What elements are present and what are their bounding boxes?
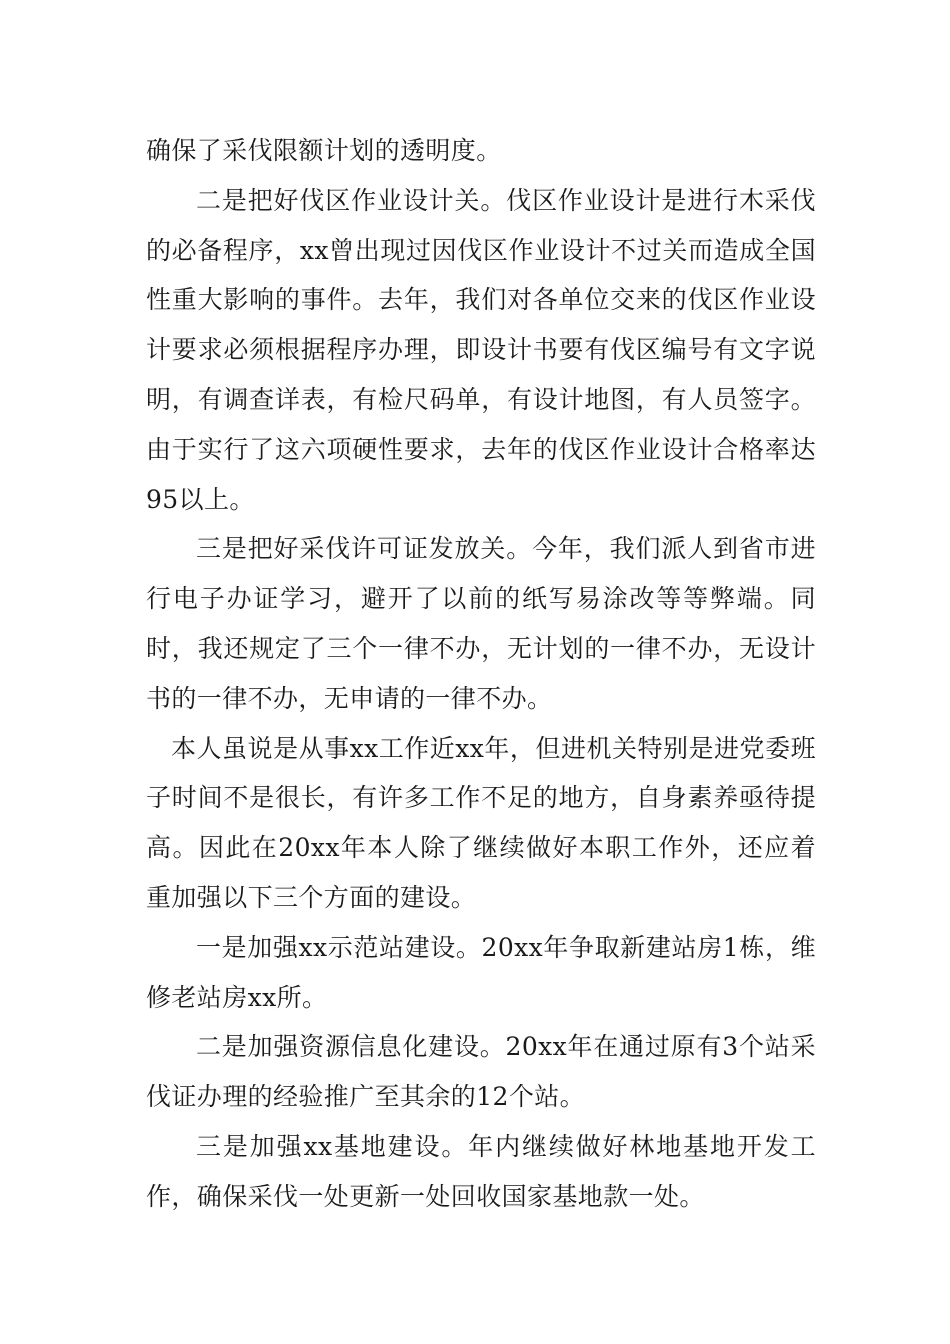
- paragraph-1: 确保了采伐限额计划的透明度。: [146, 136, 502, 165]
- paragraph-7: 三是加强xx基地建设。年内继续做好林地基地开发工作，确保采伐一处更新一处回收国家基地款一处。: [146, 1131, 816, 1211]
- paragraph-2: 二是把好伐区作业设计关。伐区作业设计是进行木采伐的必备程序，xx曾出现过因伐区作业设计不过关而造成全国性重大影响的事件。去年，我们对各单位交来的伐区作业设计要求必须根据程序办理，即设计书要有伐区编号有文字说明，有调查详表，有检尺码单，有设计地图，有人员签字。由于实行了这六项硬性要求，去年的伐区作业设计合格率达95以上。: [146, 185, 816, 514]
- paragraph-5: 一是加强xx示范站建设。20xx年争取新建站房1栋，维修老站房xx所。: [146, 932, 816, 1012]
- document-body: [146, 126, 816, 1222]
- paragraph-3: 三是把好采伐许可证发放关。今年，我们派人到省市进行电子办证学习，避开了以前的纸写易涂改等等弊端。同时，我还规定了三个一律不办，无计划的一律不办，无设计书的一律不办，无申请的一律不办。: [146, 534, 816, 713]
- paragraph-6: 二是加强资源信息化建设。20xx年在通过原有3个站采伐证办理的经验推广至其余的12个站。: [146, 1032, 816, 1112]
- paragraph-4: 本人虽说是从事xx工作近xx年，但进机关特别是进党委班子时间不是很长，有许多工作不足的地方，自身素养亟待提高。因此在20xx年本人除了继续做好本职工作外，还应着重加强以下三个方面的建设。: [146, 733, 816, 912]
